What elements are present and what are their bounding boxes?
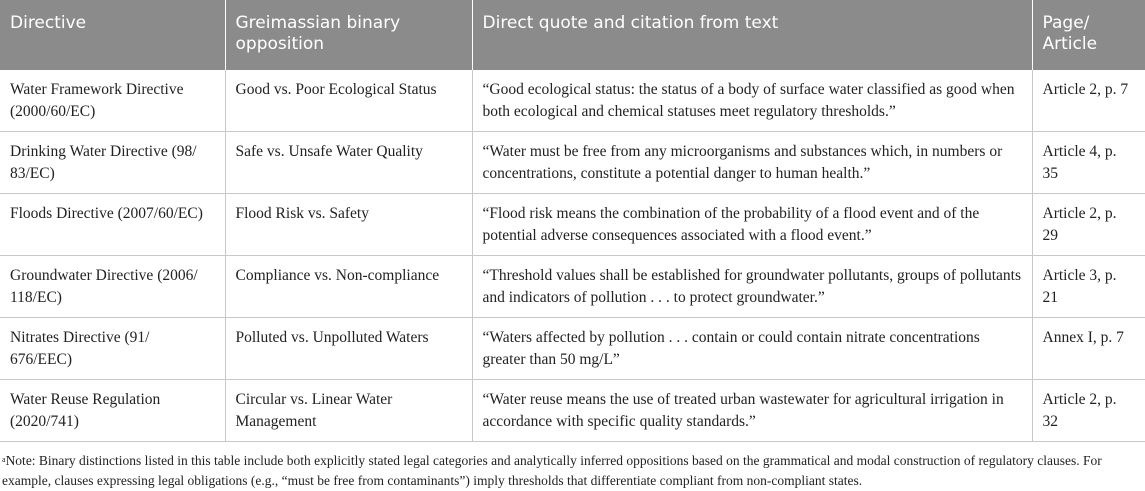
cell-quote: “Threshold values shall be established for groundwater pollutants, groups of pollutants and indicators of pollution . . . to protect groundwater.” xyxy=(472,256,1032,318)
footnote-marker: a xyxy=(2,455,6,464)
cell-directive: Floods Directive (2007/60/EC) xyxy=(0,194,225,256)
cell-page: Annex I, p. 7 xyxy=(1032,318,1145,380)
cell-opposition: Compliance vs. Non-compliance xyxy=(225,256,472,318)
cell-directive: Water Reuse Regulation (2020/741) xyxy=(0,380,225,442)
cell-quote: “Flood risk means the combination of the probability of a flood event and of the potential adverse consequences associated with a flood event.” xyxy=(472,194,1032,256)
cell-quote: “Water must be free from any microorganisms and substances which, in numbers or concentrations, constitute a potential danger to human health.” xyxy=(472,132,1032,194)
cell-page: Article 2, p. 7 xyxy=(1032,70,1145,132)
header-quote-citation: Direct quote and citation from text xyxy=(472,0,1032,70)
cell-directive: Water Framework Directive (2000/60/EC) xyxy=(0,70,225,132)
cell-opposition: Good vs. Poor Ecological Status xyxy=(225,70,472,132)
cell-quote: “Water reuse means the use of treated urban wastewater for agricultural irrigation in accordance with specific quality standards.” xyxy=(472,380,1032,442)
cell-page: Article 4, p. 35 xyxy=(1032,132,1145,194)
cell-quote: “Good ecological status: the status of a body of surface water classified as good when both ecological and chemical statuses meet regulatory thresholds.” xyxy=(472,70,1032,132)
footnote-text: Note: Binary distinctions listed in this table include both explicitly stated legal categories and analytically inferred oppositions based on the grammatical and modal construction of regulatory clauses. For example, clauses expressing legal obligations (e.g., “must be free from contaminants”) imply thresholds that differentiate compliant from non-compliant states. xyxy=(2,453,1102,488)
cell-page: Article 3, p. 21 xyxy=(1032,256,1145,318)
header-page-article: Page/ Article xyxy=(1032,0,1145,70)
table-row xyxy=(0,256,1145,318)
cell-opposition: Circular vs. Linear Water Management xyxy=(225,380,472,442)
cell-directive: Nitrates Directive (91/ 676/EEC) xyxy=(0,318,225,380)
table-row xyxy=(0,380,1145,442)
cell-opposition: Safe vs. Unsafe Water Quality xyxy=(225,132,472,194)
cell-opposition: Polluted vs. Unpolluted Waters xyxy=(225,318,472,380)
cell-directive: Drinking Water Directive (98/ 83/EC) xyxy=(0,132,225,194)
table-row xyxy=(0,70,1145,132)
cell-opposition: Flood Risk vs. Safety xyxy=(225,194,472,256)
cell-page: Article 2, p. 29 xyxy=(1032,194,1145,256)
cell-page: Article 2, p. 32 xyxy=(1032,380,1145,442)
table-row xyxy=(0,194,1145,256)
cell-directive: Groundwater Directive (2006/ 118/EC) xyxy=(0,256,225,318)
cell-quote: “Waters affected by pollution . . . contain or could contain nitrate concentrations greater than 50 mg/L” xyxy=(472,318,1032,380)
header-binary-opposition: Greimassian binary opposition xyxy=(225,0,472,70)
table-footnote xyxy=(0,442,1145,491)
table-row xyxy=(0,318,1145,380)
header-directive: Directive xyxy=(0,0,225,70)
table-row xyxy=(0,132,1145,194)
table-header-row xyxy=(0,0,1145,70)
